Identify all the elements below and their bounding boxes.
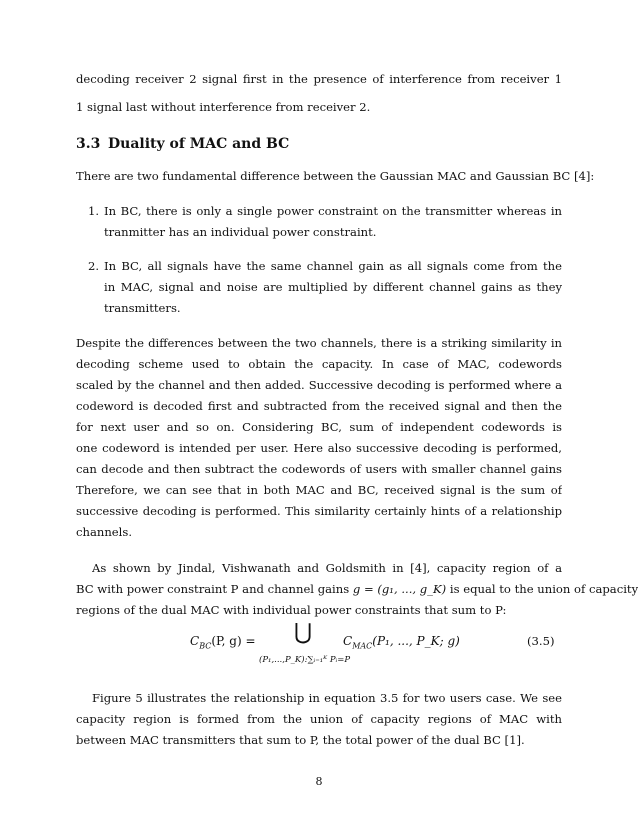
text-line: decoding receiver 2 signal first in the presence of interference from receiver 1 [76,72,562,86]
eq-args: (P₁, ..., P_K; g) [372,634,460,648]
text-line: channels. [76,525,133,539]
text-line: regions of the dual MAC with individual power constraints that sum to P: [76,603,507,617]
list-item-line: in MAC, signal and noise are multiplied by different channel gains as they [104,280,562,294]
equation-lhs [190,632,256,655]
list-item-line: transmitters. [104,301,181,315]
text-line: Figure 5 illustrates the relationship in equation 3.5 for two users case. We see [92,691,562,705]
union-subscript: (P₁,...,P_K):∑ᵢ₌₁ᴷ Pᵢ=P [259,655,351,665]
text-line: codeword is decoded first and subtracted from the received signal and then the [76,399,562,413]
eq-args: (P, g) = [211,634,256,648]
section-number: 3.3 [76,136,101,152]
eq-subscript: BC [199,641,212,651]
section-title: Duality of MAC and BC [108,136,290,152]
eq-symbol: C [343,634,353,648]
list-item-line: In BC, all signals have the same channel gain as all signals come from the [104,259,562,273]
text-line: capacity region is formed from the union of capacity regions of MAC with [76,712,562,726]
text-line: between MAC transmitters that sum to P, the total power of the dual BC [1]. [76,733,525,747]
list-item-number: 2. [88,259,100,273]
text-line: can decode and then subtract the codewords of users with smaller channel gains [76,462,562,476]
text-segment: BC with power constraint P and channel gains [76,582,353,596]
list-item-number: 1. [88,204,100,218]
eq-subscript: MAC [352,641,373,651]
text-line: one codeword is intended per user. Here also successive decoding is performed, [76,441,562,455]
text-line-with-math [76,581,638,597]
gains-expression: g = (g₁, ..., g_K) [352,582,447,596]
text-line: Despite the differences between the two channels, there is a striking similarity in [76,336,562,350]
text-line: successive decoding is performed. This similarity certainly hints of a relationship [76,504,562,518]
list-item-line: tranmitter has an individual power constraint. [104,225,377,239]
page-number: 8 [315,775,323,788]
text-line: As shown by Jindal, Vishwanath and Goldsmith in [4], capacity region of a [92,561,562,575]
intro-line: There are two fundamental difference between the Gaussian MAC and Gaussian BC [4]: [76,169,595,183]
eq-symbol: C [190,634,200,648]
section-heading [76,135,289,153]
text-segment: is equal to the union of capacity [449,582,638,596]
list-item-line: In BC, there is only a single power constraint on the transmitter whereas in [104,204,562,218]
text-line: decoding scheme used to obtain the capacity. In case of MAC, codewords [76,357,562,371]
equation-rhs [343,632,460,655]
union-symbol: ⋃ [294,620,313,645]
equation-number: (3.5) [527,634,555,648]
text-line: 1 signal last without interference from receiver 2. [76,100,371,114]
text-line: scaled by the channel and then added. Successive decoding is performed where a [76,378,562,392]
text-line: Therefore, we can see that in both MAC and BC, received signal is the sum of [76,483,562,497]
text-line: for next user and so on. Considering BC, sum of independent codewords is [76,420,562,434]
